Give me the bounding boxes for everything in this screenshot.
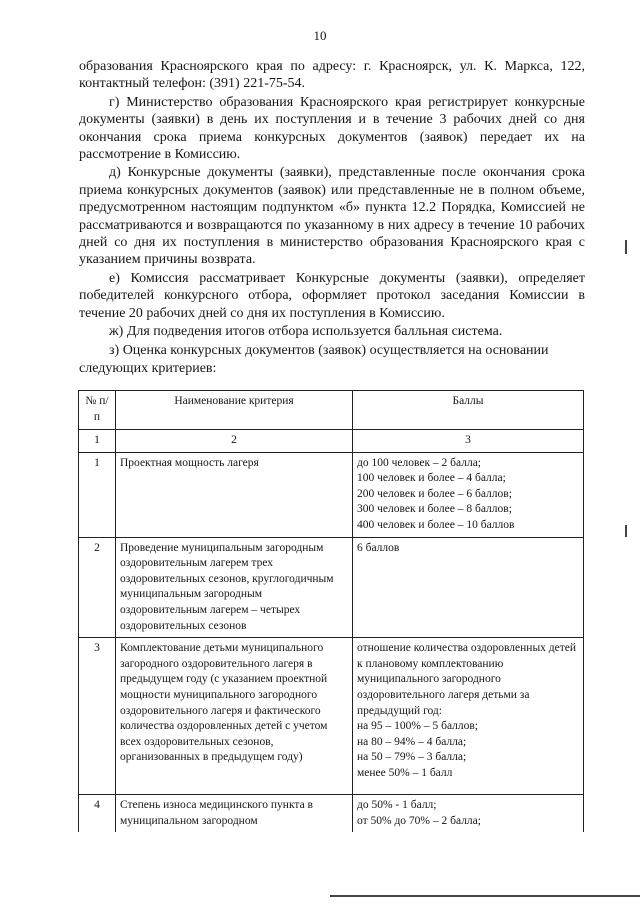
criterion-name: Степень износа медицинского пункта в муниципальном загородном	[116, 795, 353, 833]
row-num: 3	[79, 638, 116, 795]
criteria-table	[78, 390, 584, 832]
criterion-score	[353, 452, 584, 537]
score-line: менее 50% – 1 балл	[357, 766, 453, 779]
scan-edge-line	[330, 895, 640, 897]
paragraph-z: з) Оценка конкурсных документов (заявок) осуществляется на основании	[109, 342, 549, 358]
table-header-row	[79, 391, 584, 430]
score-line: 400 человек и более – 10 баллов	[357, 518, 515, 531]
paragraph-zh: ж) Для подведения итогов отбора используется балльная система.	[109, 324, 503, 340]
table-row	[79, 537, 584, 638]
paragraph-g: г) Министерство образования Красноярского края регистрирует конкурсные документы (заявки) в день их поступления и в течение 3 рабочих дней со дня окончания срока приема конкурсных документов (заявок) передает их на рассмотрение в Комиссию.	[79, 94, 585, 163]
column-number: 1	[79, 430, 116, 453]
score-line: 300 человек и более – 8 баллов;	[357, 503, 512, 516]
column-number: 3	[353, 430, 584, 453]
paragraph-z-continuation: следующих критериев:	[79, 360, 217, 376]
score-line: 200 человек и более – 6 баллов;	[357, 487, 512, 500]
body-text	[79, 58, 585, 378]
criterion-name: Проектная мощность лагеря	[116, 452, 353, 537]
row-num: 1	[79, 452, 116, 537]
scan-mark	[625, 525, 627, 537]
criterion-name: Комплектование детьми муниципального загородного оздоровительного лагеря в предыдущем году (с указанием проектной мощности муниципального загородного оздоровительного лагеря и фактического количества оздоровленных детей с учетом всех оздоровительных сезонов, организованных в предыдущем году)	[116, 638, 353, 795]
paragraph-address: образования Красноярского края по адресу: г. Красноярск, ул. К. Маркса, 122, контактный телефон: (391) 221-75-54.	[79, 59, 585, 92]
paragraph-e: е) Комиссия рассматривает Конкурсные документы (заявки), определяет победителей конкурсного отбора, оформляет протокол заседания Комиссии в течение 20 рабочих дней со дня их поступления в Комиссию.	[79, 270, 585, 321]
criterion-name: Проведение муниципальным загородным оздоровительным лагерем трех оздоровительных сезонов, круглогодичным муниципальным загородным оздоровительным лагерем – четырех оздоровительных сезонов	[116, 537, 353, 638]
criterion-score	[353, 537, 584, 638]
score-line: на 95 – 100% – 5 баллов;	[357, 720, 478, 733]
row-num: 2	[79, 537, 116, 638]
criterion-score	[353, 638, 584, 795]
row-num: 4	[79, 795, 116, 833]
table-row	[79, 452, 584, 537]
score-line: на 80 – 94% – 4 балла;	[357, 735, 467, 748]
score-line: до 100 человек – 2 балла;	[357, 456, 481, 469]
score-line: отношение количества оздоровленных детей к плановому комплектованию муниципального загородного оздоровительного лагеря детьми за предыдущий год:	[357, 642, 577, 717]
header-name: Наименование критерия	[116, 391, 353, 430]
criterion-score	[353, 795, 584, 833]
score-line: 100 человек и более – 4 балла;	[357, 472, 506, 485]
column-number-row	[79, 430, 584, 453]
score-line: 6 баллов	[357, 541, 400, 554]
score-line: до 50% - 1 балл;	[357, 799, 437, 812]
scan-mark	[625, 240, 627, 254]
paragraph-d: д) Конкурсные документы (заявки), представленные после окончания срока приема конкурсных документов (заявок) или представленные не в полном объеме, предусмотренном настоящим подпунктом «б» пункта 12.2 Порядка, Комиссией не рассматриваются и возвращаются по указанному в них адресу в течение 10 рабочих дней со дня их поступления в министерство образования Красноярского края с указанием причины возврата.	[79, 165, 585, 268]
column-number: 2	[116, 430, 353, 453]
score-line: от 50% до 70% – 2 балла;	[357, 814, 481, 827]
table-row	[79, 795, 584, 833]
table-row	[79, 638, 584, 795]
score-line: на 50 – 79% – 3 балла;	[357, 751, 467, 764]
header-num: № п/п	[79, 391, 116, 430]
page-number: 10	[313, 28, 327, 43]
header-score: Баллы	[353, 391, 584, 430]
